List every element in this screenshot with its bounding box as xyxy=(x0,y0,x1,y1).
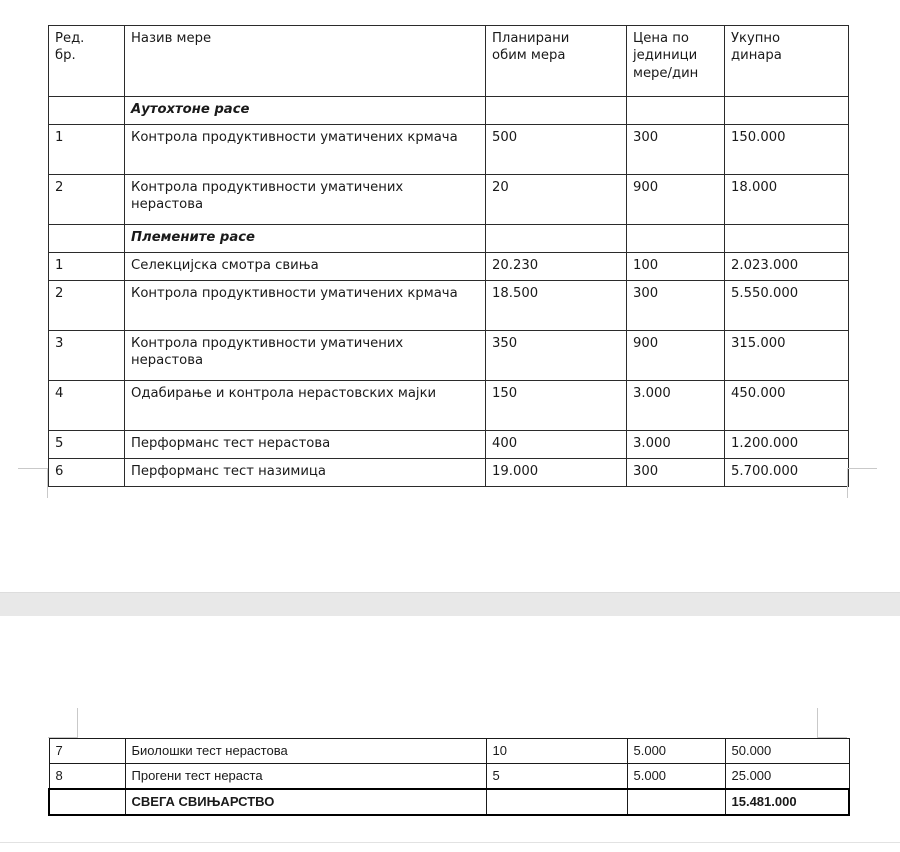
cell-unit-price: 5.000 xyxy=(627,764,725,790)
crop-mark-bottom-left xyxy=(18,468,48,498)
section-cell-empty-no xyxy=(49,97,125,125)
cell-total: 2.023.000 xyxy=(725,253,849,281)
table-row xyxy=(49,381,849,431)
cell-row-no: 3 xyxy=(49,331,125,381)
cell-unit-price: 3.000 xyxy=(627,431,725,459)
cell-measure-name: Прогени тест нераста xyxy=(125,764,486,790)
table-header-row xyxy=(49,26,849,97)
table-row xyxy=(49,739,849,764)
header-price-line1: Цена по xyxy=(633,31,689,46)
livestock-measures-table xyxy=(48,25,849,487)
cell-measure-name: Перформанс тест назимица xyxy=(125,459,486,487)
section-cell-empty-vol xyxy=(486,97,627,125)
section-cell-empty-vol xyxy=(486,225,627,253)
crop-mark-top-left xyxy=(48,708,78,738)
cell-total: 25.000 xyxy=(725,764,849,790)
cell-row-no: 6 xyxy=(49,459,125,487)
cell-measure-name: Контрола продуктивности уматичених нерастова xyxy=(125,175,486,225)
section-cell-empty-total xyxy=(725,225,849,253)
cell-measure-name: Одабирање и контрола нерастовских мајки xyxy=(125,381,486,431)
table-row xyxy=(49,764,849,790)
cell-total: 5.550.000 xyxy=(725,281,849,331)
cell-planned-volume: 150 xyxy=(486,381,627,431)
crop-mark-top-right xyxy=(817,708,847,738)
cell-total: 450.000 xyxy=(725,381,849,431)
table-row xyxy=(49,253,849,281)
cell-row-no: 2 xyxy=(49,175,125,225)
cell-measure-name: Перформанс тест нерастова xyxy=(125,431,486,459)
cell-planned-volume: 5 xyxy=(486,764,627,790)
header-cell-unit-price xyxy=(627,26,725,97)
table-row xyxy=(49,331,849,381)
total-grand-value: 15.481.000 xyxy=(725,789,849,815)
cell-planned-volume: 10 xyxy=(486,739,627,764)
cell-measure-name: Контрола продуктивности уматичених крмача xyxy=(125,125,486,175)
cell-measure-name: Контрола продуктивности уматичених крмача xyxy=(125,281,486,331)
cell-row-no: 5 xyxy=(49,431,125,459)
section-title-autochthonous: Аутохтоне расе xyxy=(125,97,486,125)
cell-planned-volume: 350 xyxy=(486,331,627,381)
header-row-no-line2: бр. xyxy=(55,48,76,64)
cell-row-no: 1 xyxy=(49,253,125,281)
cell-unit-price: 3.000 xyxy=(627,381,725,431)
section-cell-empty-price xyxy=(627,225,725,253)
header-volume-line2: обим мера xyxy=(492,48,566,64)
table-row xyxy=(49,459,849,487)
table-row xyxy=(49,281,849,331)
cell-unit-price: 5.000 xyxy=(627,739,725,764)
cell-unit-price: 300 xyxy=(627,281,725,331)
cell-row-no: 8 xyxy=(49,764,125,790)
cell-planned-volume: 18.500 xyxy=(486,281,627,331)
cell-row-no: 1 xyxy=(49,125,125,175)
section-cell-empty-total xyxy=(725,97,849,125)
crop-mark-bottom-right xyxy=(847,468,877,498)
cell-total: 1.200.000 xyxy=(725,431,849,459)
cell-row-no: 2 xyxy=(49,281,125,331)
cell-total: 18.000 xyxy=(725,175,849,225)
cell-unit-price: 300 xyxy=(627,459,725,487)
cell-unit-price: 900 xyxy=(627,331,725,381)
cell-total: 5.700.000 xyxy=(725,459,849,487)
total-label: СВЕГА СВИЊАРСТВО xyxy=(125,789,486,815)
section-header-row xyxy=(49,225,849,253)
section-cell-empty-price xyxy=(627,97,725,125)
header-cell-row-no xyxy=(49,26,125,97)
cell-row-no: 7 xyxy=(49,739,125,764)
cell-unit-price: 300 xyxy=(627,125,725,175)
cell-planned-volume: 20.230 xyxy=(486,253,627,281)
header-price-line3: мере/дин xyxy=(633,65,699,81)
table-row xyxy=(49,175,849,225)
section-header-row xyxy=(49,97,849,125)
cell-measure-name: Контрола продуктивности уматичених нерастова xyxy=(125,331,486,381)
cell-measure-name: Биолошки тест нерастова xyxy=(125,739,486,764)
table-total-row xyxy=(49,789,849,815)
section-cell-empty-no xyxy=(49,225,125,253)
total-cell-empty-vol xyxy=(486,789,627,815)
page-break-gap xyxy=(0,592,900,618)
cell-total: 315.000 xyxy=(725,331,849,381)
cell-planned-volume: 20 xyxy=(486,175,627,225)
cell-unit-price: 100 xyxy=(627,253,725,281)
cell-planned-volume: 500 xyxy=(486,125,627,175)
table-row xyxy=(49,431,849,459)
header-row-no-line1: Ред. xyxy=(55,31,85,46)
cell-planned-volume: 19.000 xyxy=(486,459,627,487)
table-row xyxy=(49,125,849,175)
header-volume-line1: Планирани xyxy=(492,31,570,46)
cell-planned-volume: 400 xyxy=(486,431,627,459)
header-price-line2: јединици xyxy=(633,48,698,64)
cell-unit-price: 900 xyxy=(627,175,725,225)
document-page-2 xyxy=(0,616,900,842)
cell-total: 50.000 xyxy=(725,739,849,764)
livestock-measures-table-continued xyxy=(48,738,850,816)
header-cell-planned-volume xyxy=(486,26,627,97)
header-cell-total xyxy=(725,26,849,97)
section-title-noble-breeds: Племените расе xyxy=(125,225,486,253)
total-cell-empty-no xyxy=(49,789,125,815)
cell-total: 150.000 xyxy=(725,125,849,175)
total-cell-empty-price xyxy=(627,789,725,815)
cell-measure-name: Селекцијска смотра свиња xyxy=(125,253,486,281)
cell-row-no: 4 xyxy=(49,381,125,431)
header-cell-measure-name: Назив мере xyxy=(125,26,486,97)
header-total-line1: Укупно xyxy=(731,31,781,46)
header-total-line2: динара xyxy=(731,48,782,64)
page-bottom-edge xyxy=(0,842,900,843)
